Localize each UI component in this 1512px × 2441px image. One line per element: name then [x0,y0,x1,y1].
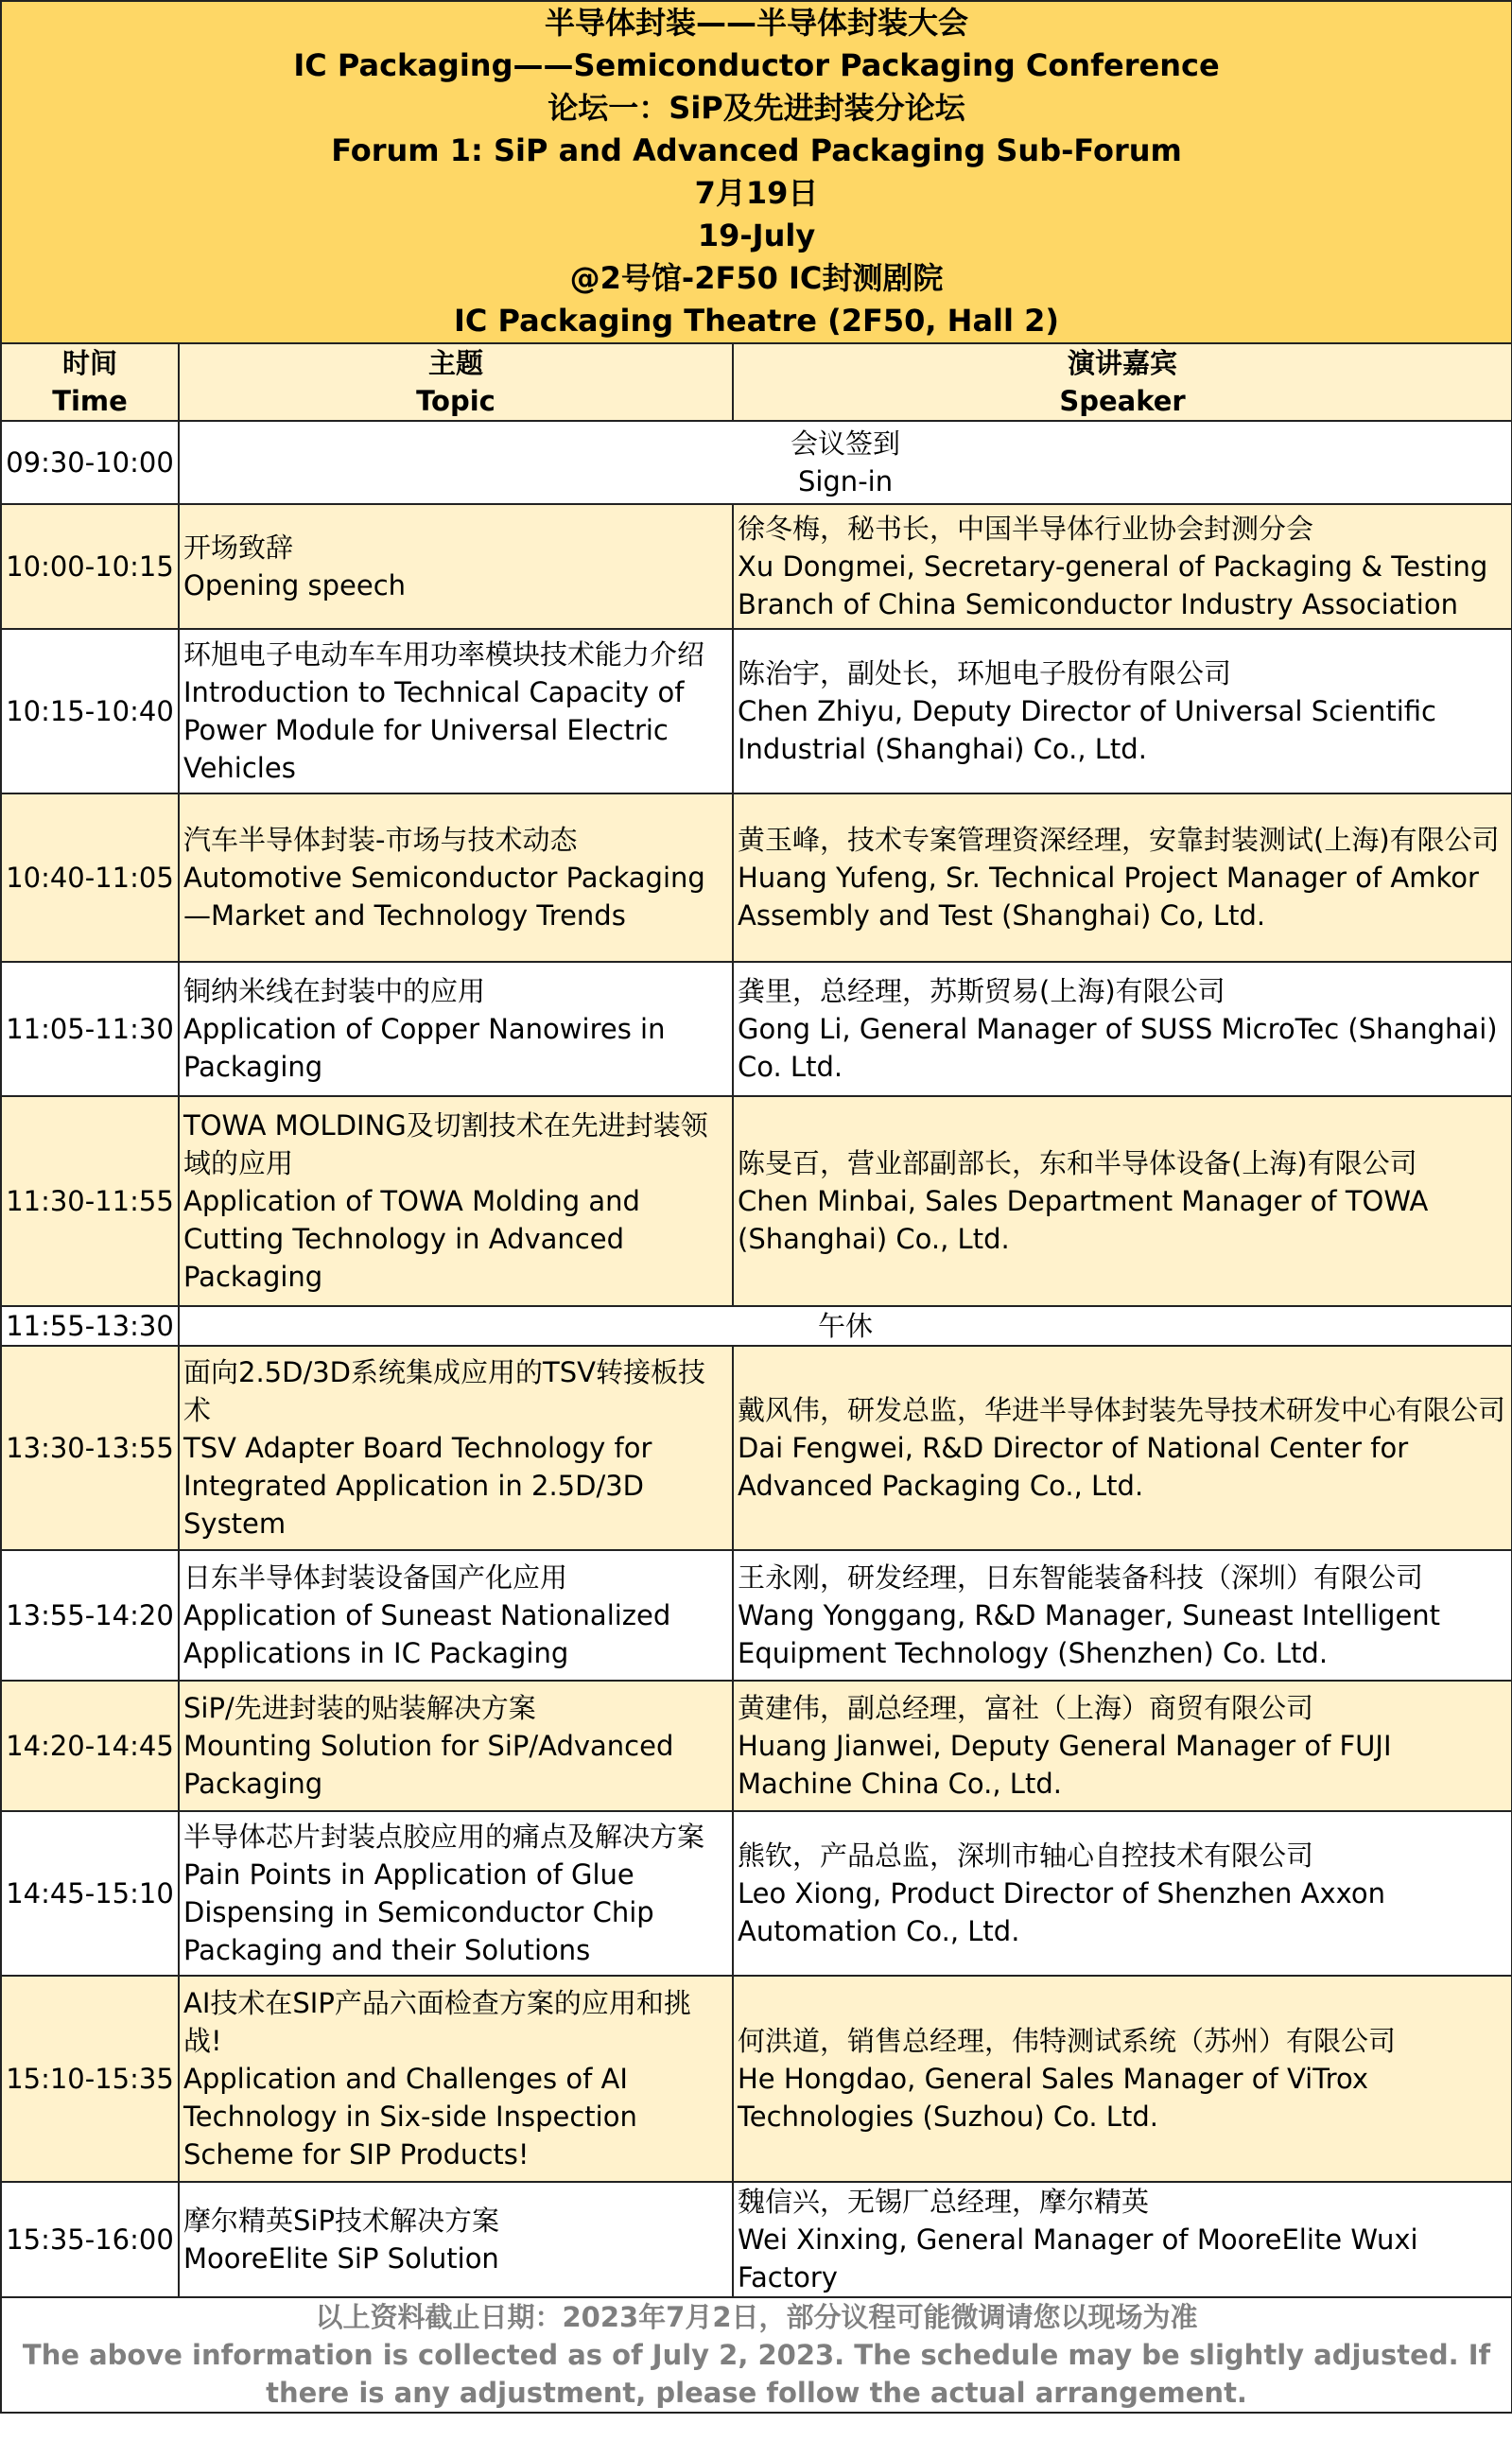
session-topic: 摩尔精英SiP技术解决方案 MooreElite SiP Solution [179,2182,733,2297]
session-row [1,1550,1512,1681]
session-time: 10:40-11:05 [1,793,179,962]
column-header-time-zh: 时间 [61,347,117,379]
session-speaker: 龚里，总经理，苏斯贸易(上海)有限公司 Gong Li, General Manager of SUSS MicroTec (Shanghai) Co. Ltd. [733,962,1512,1096]
session-time: 11:05-11:30 [1,962,179,1096]
column-header-speaker [733,343,1512,421]
session-time: 11:30-11:55 [1,1096,179,1306]
session-speaker: 魏信兴，无锡厂总经理，摩尔精英 Wei Xinxing, General Manager of MooreElite Wuxi Factory [733,2182,1512,2297]
session-row [1,504,1512,629]
header-date-zh: 7月19日 [694,175,819,211]
forum-header [1,1,1512,343]
session-topic: 半导体芯片封装点胶应用的痛点及解决方案 Pain Points in Application of Glue Dispensing in Semiconductor Chip Packaging and their Solutions [179,1811,733,1976]
session-time: 14:45-15:10 [1,1811,179,1976]
span-note-line: 午休 [818,1310,874,1342]
session-speaker: 黄建伟，副总经理，富社（上海）商贸有限公司 Huang Jianwei, Deputy General Manager of FUJI Machine China Co., Ltd. [733,1681,1512,1811]
column-header-time [1,343,179,421]
column-header-speaker-en: Speaker [1059,385,1186,417]
header-forum-en: Forum 1: SiP and Advanced Packaging Sub-Forum [331,132,1182,168]
session-speaker: 熊钦，产品总监，深圳市轴心自控技术有限公司 Leo Xiong, Product Director of Shenzhen Axxon Automation Co., Ltd. [733,1811,1512,1976]
footer-note-en: The above information is collected as of July 2, 2023. The schedule may be slightly adjusted. If there is any adjustment, please follow the actual arrangement. [22,2339,1491,2409]
session-row [1,2182,1512,2297]
session-topic: AI技术在SIP产品六面检查方案的应用和挑战! Application and Challenges of AI Technology in Six-side Inspection Scheme for SIP Products! [179,1976,733,2182]
header-title-zh: 半导体封装——半导体封装大会 [545,5,969,41]
session-topic: 开场致辞 Opening speech [179,504,733,629]
session-row [1,962,1512,1096]
session-time: 14:20-14:45 [1,1681,179,1811]
column-header-topic-en: Topic [416,385,495,417]
session-speaker: 徐冬梅，秘书长，中国半导体行业协会封测分会 Xu Dongmei, Secretary-general of Packaging & Testing Branch of China Semiconductor Industry Association [733,504,1512,629]
header-venue-zh: @2号馆-2F50 IC封测剧院 [569,260,944,296]
session-speaker: 黄玉峰，技术专案管理资深经理，安靠封装测试(上海)有限公司 Huang Yufeng, Sr. Technical Project Manager of Amkor Assembly and Test (Shanghai) Co, Ltd. [733,793,1512,962]
session-topic: 日东半导体封装设备国产化应用 Application of Suneast Nationalized Applications in IC Packaging [179,1550,733,1681]
session-span-note [179,421,1512,504]
footer-note [1,2297,1512,2413]
session-time: 13:55-14:20 [1,1550,179,1681]
header-venue-en: IC Packaging Theatre (2F50, Hall 2) [454,303,1060,339]
session-row [1,1811,1512,1976]
session-row [1,1306,1512,1346]
column-header-topic [179,343,733,421]
session-time: 10:00-10:15 [1,504,179,629]
session-topic: SiP/先进封装的贴装解决方案 Mounting Solution for SiP/Advanced Packaging [179,1681,733,1811]
session-row [1,421,1512,504]
session-time: 15:10-15:35 [1,1976,179,2182]
session-speaker: 何洪道，销售总经理，伟特测试系统（苏州）有限公司 He Hongdao, General Sales Manager of ViTrox Technologies (Suzhou) Co. Ltd. [733,1976,1512,2182]
session-speaker: 戴风伟，研发总监，华进半导体封装先导技术研发中心有限公司 Dai Fengwei, R&D Director of National Center for Advanced Packaging Co., Ltd. [733,1346,1512,1550]
session-speaker: 陈治宇，副处长，环旭电子股份有限公司 Chen Zhiyu, Deputy Director of Universal Scientific Industrial (Shanghai) Co., Ltd. [733,629,1512,793]
session-speaker: 陈旻百，营业部副部长，东和半导体设备(上海)有限公司 Chen Minbai, Sales Department Manager of TOWA (Shanghai) Co., Ltd. [733,1096,1512,1306]
session-span-note [179,1306,1512,1346]
session-topic: 汽车半导体封装-市场与技术动态 Automotive Semiconductor Packaging—Market and Technology Trends [179,793,733,962]
column-header-time-en: Time [52,385,128,417]
span-note-line: Sign-in [797,465,894,497]
column-header-speaker-zh: 演讲嘉宾 [1068,347,1178,379]
header-title-en: IC Packaging——Semiconductor Packaging Conference [293,47,1220,83]
session-row [1,793,1512,962]
session-time: 13:30-13:55 [1,1346,179,1550]
session-topic: 面向2.5D/3D系统集成应用的TSV转接板技术 TSV Adapter Board Technology for Integrated Application in 2.5D/3D System [179,1346,733,1550]
column-header-topic-zh: 主题 [427,347,483,379]
session-time: 15:35-16:00 [1,2182,179,2297]
session-row [1,1976,1512,2182]
span-note-line: 会议签到 [791,427,901,460]
session-row [1,1681,1512,1811]
session-row [1,629,1512,793]
session-row [1,1346,1512,1550]
header-forum-zh: 论坛一：SiP及先进封装分论坛 [547,90,965,126]
session-topic: TOWA MOLDING及切割技术在先进封装领域的应用 Application of TOWA Molding and Cutting Technology in Advanced Packaging [179,1096,733,1306]
session-topic: 环旭电子电动车车用功率模块技术能力介绍 Introduction to Technical Capacity of Power Module for Universal Electric Vehicles [179,629,733,793]
footer-note-zh: 以上资料截止日期：2023年7月2日，部分议程可能微调请您以现场为准 [315,2301,1198,2333]
session-time: 11:55-13:30 [1,1306,179,1346]
session-row [1,1096,1512,1306]
session-speaker: 王永刚，研发经理，日东智能装备科技（深圳）有限公司 Wang Yonggang, R&D Manager, Suneast Intelligent Equipment Technology (Shenzhen) Co. Ltd. [733,1550,1512,1681]
column-header-row [1,343,1512,421]
session-time: 09:30-10:00 [1,421,179,504]
header-date-en: 19-July [697,218,816,253]
session-topic: 铜纳米线在封装中的应用 Application of Copper Nanowires in Packaging [179,962,733,1096]
session-time: 10:15-10:40 [1,629,179,793]
